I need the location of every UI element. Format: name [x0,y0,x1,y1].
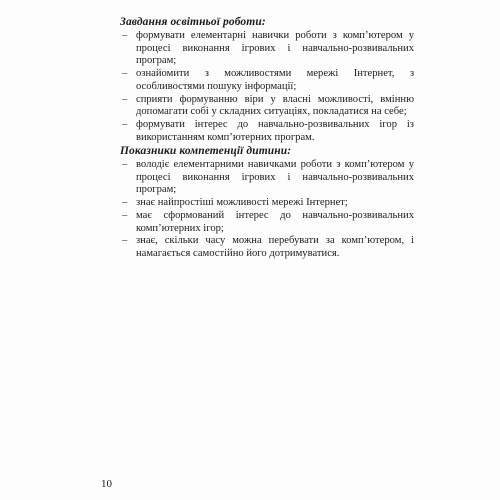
list-item [118,235,414,260]
competence-list [118,159,414,261]
list-item [118,94,414,119]
list-item-text: формувати інтерес до навчально-розвивальних ігор із використанням комп’ютерних програм. [136,118,414,143]
list-item-text: знає, скільки часу можна перебувати за комп’ютером, і намагається самостійно його дотримуватися. [136,235,414,259]
list-item [118,197,414,210]
list-item-text: ознайомити з можливостями мережі Інтернет, з особливостями пошуку інформації; [136,68,414,92]
list-item-text: має сформований інтерес до навчально-розвивальних комп’ютерних ігор; [136,209,414,234]
bullet-dash: – [122,209,128,221]
list-item [118,30,414,68]
bullet-dash: – [122,93,128,105]
list-item [118,159,414,197]
list-item-text: сприяти формуванню віри у власні можливості, вмінню допомагати собі у складних ситуаціях, покладатися на себе; [136,93,414,118]
list-item [118,119,414,144]
list-item-text: володіє елементарними навичками роботи з комп’ютером у процесі виконання ігрових і навчально-розвивальних програм; [136,159,414,196]
bullet-dash: – [122,159,128,170]
list-item-text: формувати елементарні навички роботи з комп’ютером у процесі виконання ігрових і навчально-розвивальних програм; [136,30,414,67]
list-item [118,68,414,93]
bullet-dash: – [122,30,128,41]
page-number: 10 [101,478,112,490]
task-list [118,30,414,144]
section-child-competence [118,144,414,261]
section-heading: Завдання освітньої роботи: [120,16,266,28]
section-education-tasks [118,15,414,144]
section-heading: Показники компетенції дитини: [120,145,292,157]
list-item-text: знає найпростіші можливості мережі Інтернет; [136,197,348,209]
list-item [118,210,414,235]
bullet-dash: – [122,197,128,209]
bullet-dash: – [122,235,128,247]
bullet-dash: – [122,68,128,80]
bullet-dash: – [122,118,128,130]
